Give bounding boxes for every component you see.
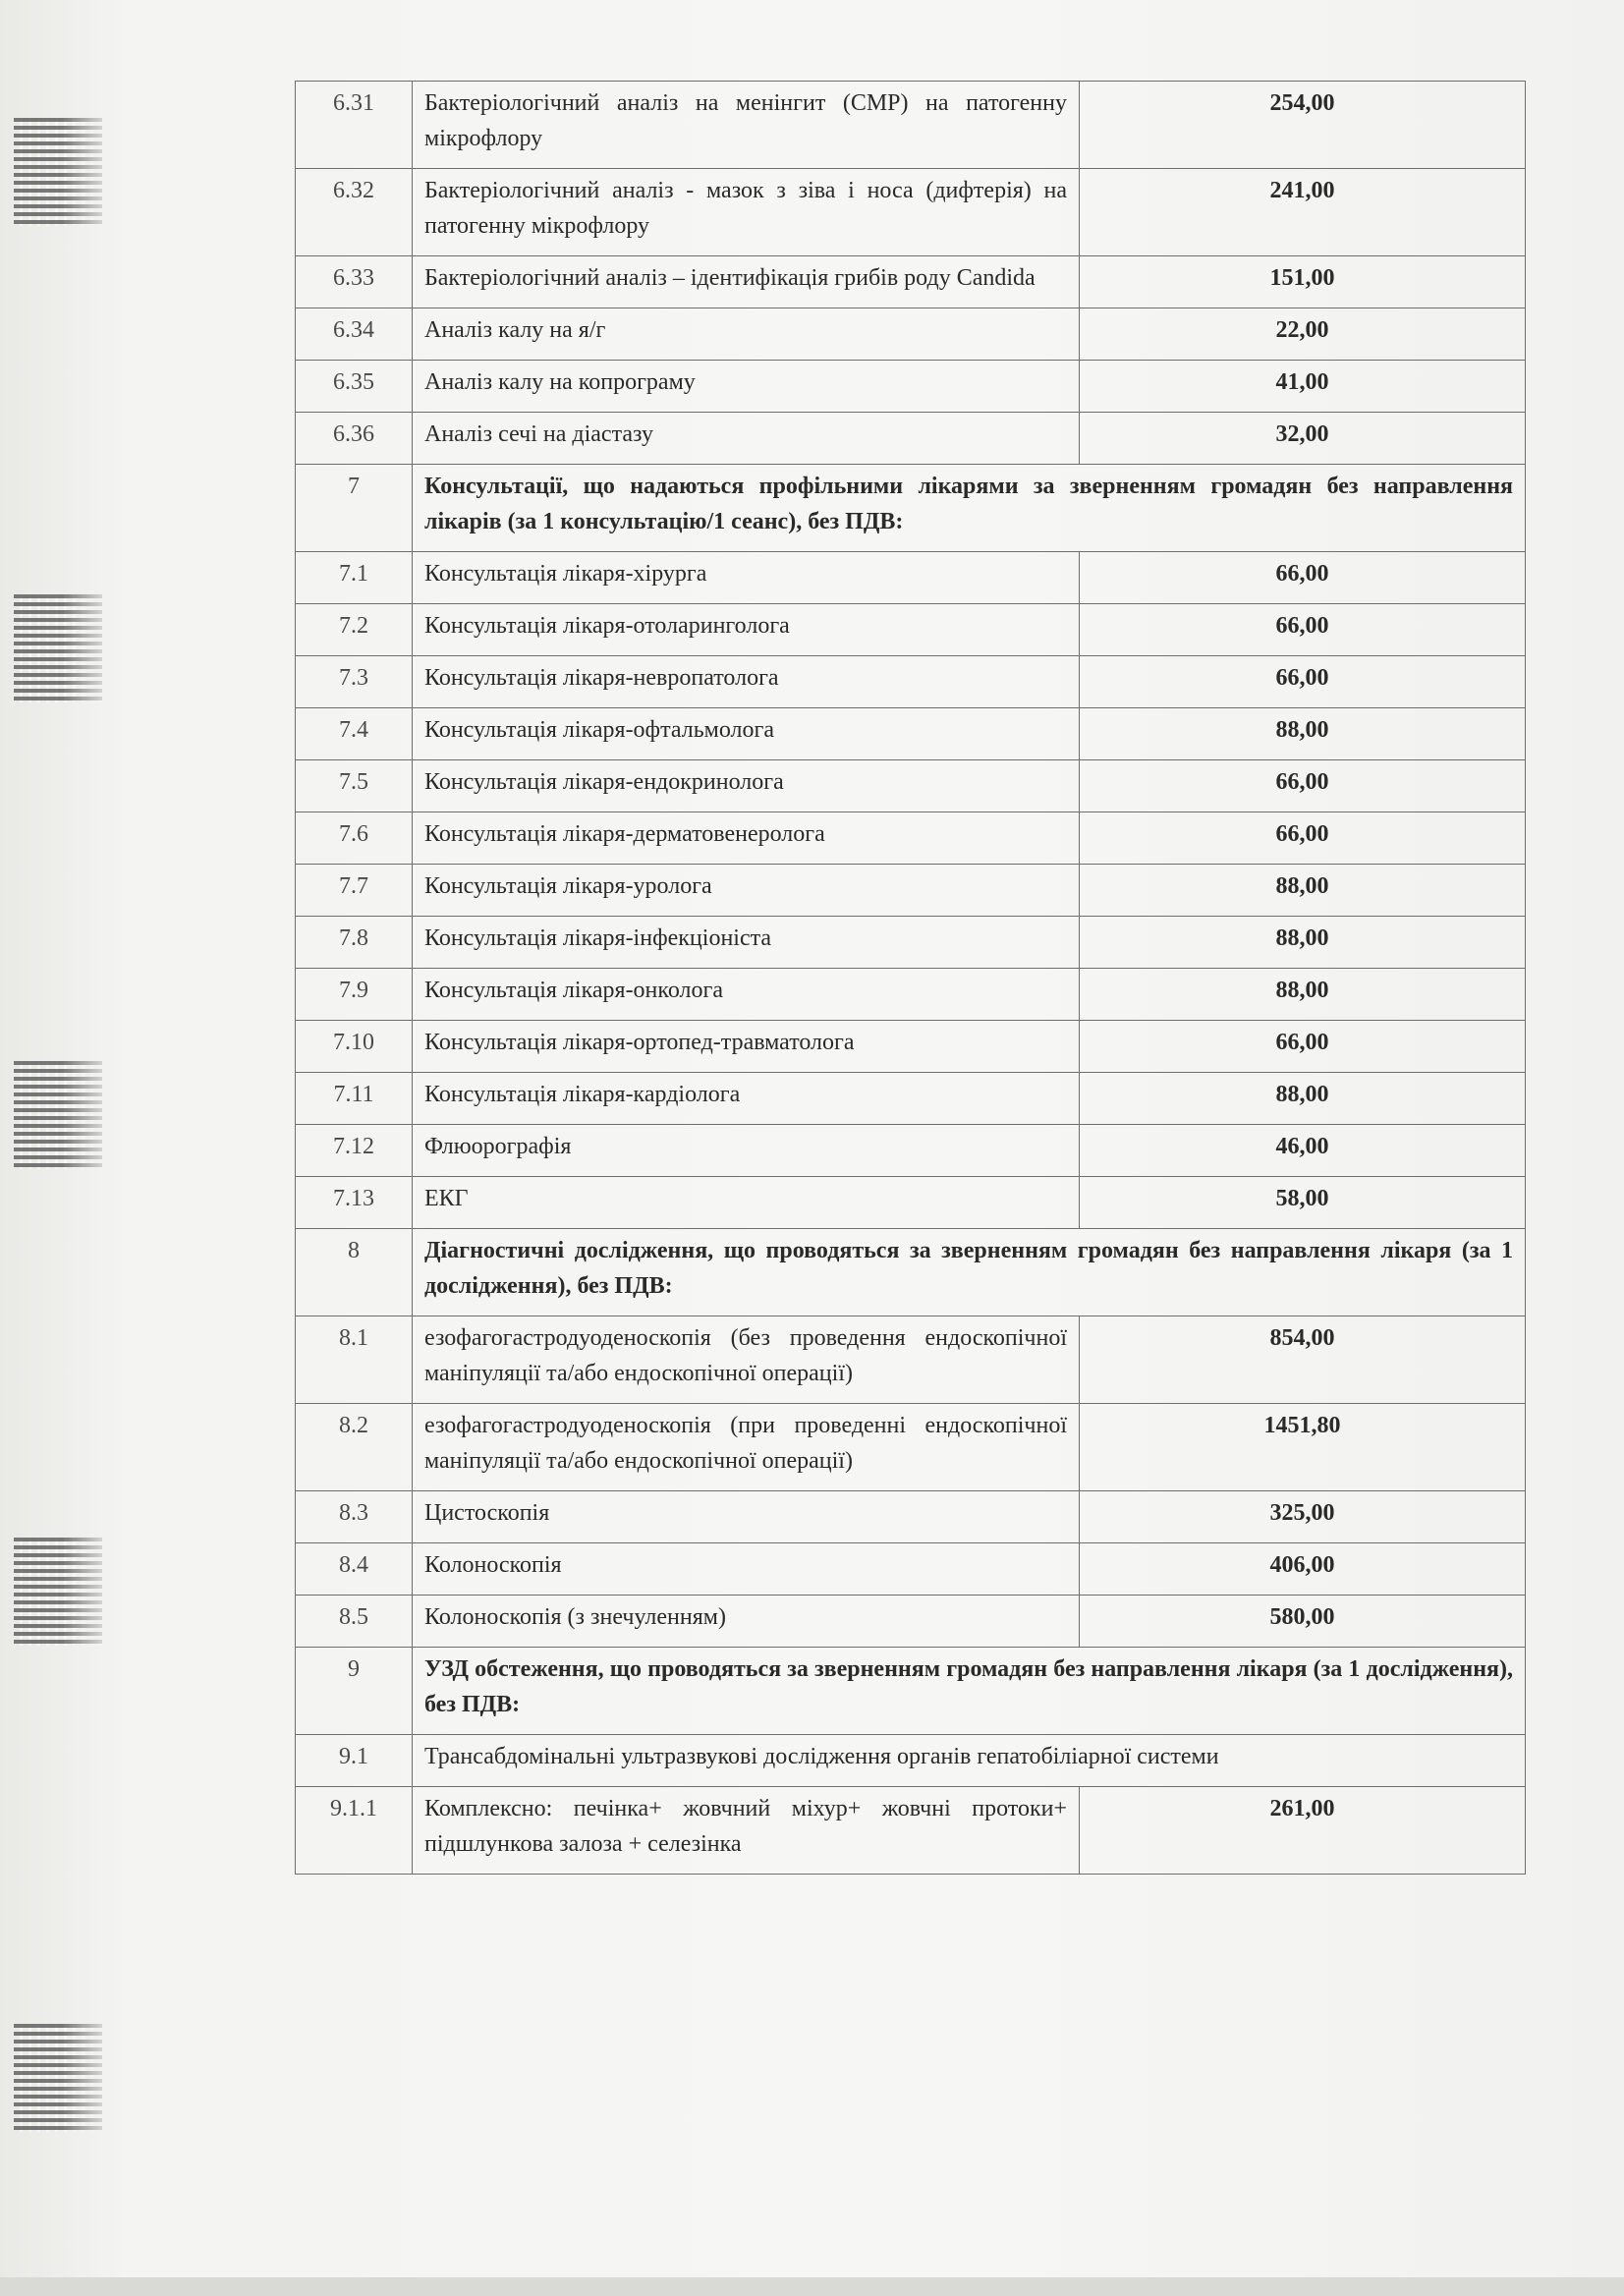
scan-artifact [14, 1538, 102, 1646]
service-price: 88,00 [1080, 969, 1526, 1021]
service-name: Консультація лікаря-уролога [413, 865, 1080, 917]
row-number: 8.1 [296, 1316, 413, 1404]
service-price: 66,00 [1080, 604, 1526, 656]
row-number: 8.2 [296, 1404, 413, 1491]
row-number: 7.4 [296, 708, 413, 760]
service-price: 1451,80 [1080, 1404, 1526, 1491]
table-row [296, 1073, 1526, 1125]
table-row [296, 1316, 1526, 1404]
row-number: 8.3 [296, 1491, 413, 1543]
row-number: 7.2 [296, 604, 413, 656]
service-name: Консультація лікаря-ортопед-травматолога [413, 1021, 1080, 1073]
section-title: Консультації, що надаються профільними лікарями за зверненням громадян без направлення лікарів (за 1 консультацію/1 сеанс), без ПДВ: [413, 465, 1526, 552]
service-name: Аналіз калу на копрограму [413, 361, 1080, 413]
table-row [296, 1404, 1526, 1491]
service-price: 261,00 [1080, 1787, 1526, 1875]
table-row [296, 1787, 1526, 1875]
price-table [295, 81, 1526, 1875]
service-price: 88,00 [1080, 917, 1526, 969]
row-number: 7.5 [296, 760, 413, 812]
section-title: УЗД обстеження, що проводяться за зверненням громадян без направлення лікаря (за 1 дослідження), без ПДВ: [413, 1648, 1526, 1735]
row-number: 9 [296, 1648, 413, 1735]
service-price: 58,00 [1080, 1177, 1526, 1229]
service-name: Консультація лікаря-ендокринолога [413, 760, 1080, 812]
service-name: Бактеріологічний аналіз – ідентифікація грибів роду Candida [413, 256, 1080, 308]
subsection-row [296, 1735, 1526, 1787]
scan-artifact [14, 118, 102, 226]
table-row [296, 1596, 1526, 1648]
row-number: 6.34 [296, 308, 413, 361]
row-number: 7.12 [296, 1125, 413, 1177]
service-price: 66,00 [1080, 656, 1526, 708]
row-number: 7.10 [296, 1021, 413, 1073]
table-row [296, 552, 1526, 604]
service-price: 22,00 [1080, 308, 1526, 361]
service-price: 66,00 [1080, 1021, 1526, 1073]
row-number: 7.1 [296, 552, 413, 604]
service-name: Консультація лікаря-інфекціоніста [413, 917, 1080, 969]
table-row [296, 413, 1526, 465]
service-name: Флюорографія [413, 1125, 1080, 1177]
service-name: Аналіз калу на я/г [413, 308, 1080, 361]
service-price: 88,00 [1080, 1073, 1526, 1125]
table-row [296, 760, 1526, 812]
service-price: 151,00 [1080, 256, 1526, 308]
table-row [296, 1543, 1526, 1596]
service-price: 41,00 [1080, 361, 1526, 413]
service-name: Аналіз сечі на діастазу [413, 413, 1080, 465]
table-row [296, 1177, 1526, 1229]
row-number: 7.6 [296, 812, 413, 865]
row-number: 7 [296, 465, 413, 552]
table-row [296, 969, 1526, 1021]
service-name: Колоноскопія [413, 1543, 1080, 1596]
row-number: 6.31 [296, 82, 413, 169]
row-number: 9.1.1 [296, 1787, 413, 1875]
table-row [296, 812, 1526, 865]
table-row [296, 169, 1526, 256]
table-row [296, 361, 1526, 413]
service-price: 66,00 [1080, 552, 1526, 604]
service-name: Цистоскопія [413, 1491, 1080, 1543]
service-name: Консультація лікаря-невропатолога [413, 656, 1080, 708]
row-number: 7.7 [296, 865, 413, 917]
service-price: 66,00 [1080, 760, 1526, 812]
service-price: 241,00 [1080, 169, 1526, 256]
service-price: 88,00 [1080, 708, 1526, 760]
service-name: Комплексно: печінка+ жовчний міхур+ жовчні протоки+ підшлункова залоза + селезінка [413, 1787, 1080, 1875]
row-number: 6.33 [296, 256, 413, 308]
service-name: ЕКГ [413, 1177, 1080, 1229]
service-name: езофагогастродуоденоскопія (без проведення ендоскопічної маніпуляції та/або ендоскопічної операції) [413, 1316, 1080, 1404]
scan-artifact [14, 594, 102, 702]
row-number: 7.9 [296, 969, 413, 1021]
section-row [296, 465, 1526, 552]
table-row [296, 308, 1526, 361]
row-number: 8.5 [296, 1596, 413, 1648]
price-table-body [296, 82, 1526, 1875]
row-number: 8 [296, 1229, 413, 1316]
service-name: езофагогастродуоденоскопія (при проведенні ендоскопічної маніпуляції та/або ендоскопічної операції) [413, 1404, 1080, 1491]
service-name: Консультація лікаря-офтальмолога [413, 708, 1080, 760]
table-row [296, 917, 1526, 969]
service-name: Консультація лікаря-хірурга [413, 552, 1080, 604]
service-name: Консультація лікаря-онколога [413, 969, 1080, 1021]
table-row [296, 1021, 1526, 1073]
service-price: 580,00 [1080, 1596, 1526, 1648]
service-name: Консультація лікаря-отоларинголога [413, 604, 1080, 656]
row-number: 7.8 [296, 917, 413, 969]
service-price: 406,00 [1080, 1543, 1526, 1596]
table-row [296, 656, 1526, 708]
table-row [296, 256, 1526, 308]
service-name: Бактеріологічний аналіз на менінгит (СМР) на патогенну мікрофлору [413, 82, 1080, 169]
row-number: 8.4 [296, 1543, 413, 1596]
table-row [296, 604, 1526, 656]
section-row [296, 1648, 1526, 1735]
service-price: 46,00 [1080, 1125, 1526, 1177]
row-number: 7.11 [296, 1073, 413, 1125]
service-price: 88,00 [1080, 865, 1526, 917]
scan-artifact [14, 2024, 102, 2132]
row-number: 7.13 [296, 1177, 413, 1229]
scan-artifact [14, 1061, 102, 1169]
service-price: 32,00 [1080, 413, 1526, 465]
page-bottom-edge [0, 2277, 1624, 2296]
service-name: Консультація лікаря-дерматовенеролога [413, 812, 1080, 865]
row-number: 6.32 [296, 169, 413, 256]
row-number: 9.1 [296, 1735, 413, 1787]
row-number: 6.36 [296, 413, 413, 465]
service-name: Консультація лікаря-кардіолога [413, 1073, 1080, 1125]
table-row [296, 1491, 1526, 1543]
section-title: Діагностичні дослідження, що проводяться за зверненням громадян без направлення лікаря (за 1 дослідження), без ПДВ: [413, 1229, 1526, 1316]
table-row [296, 82, 1526, 169]
subsection-title: Трансабдомінальні ультразвукові дослідження органів гепатобіліарної системи [413, 1735, 1526, 1787]
service-price: 254,00 [1080, 82, 1526, 169]
table-row [296, 1125, 1526, 1177]
service-name: Колоноскопія (з знечуленням) [413, 1596, 1080, 1648]
section-row [296, 1229, 1526, 1316]
row-number: 6.35 [296, 361, 413, 413]
service-price: 66,00 [1080, 812, 1526, 865]
row-number: 7.3 [296, 656, 413, 708]
table-row [296, 865, 1526, 917]
service-name: Бактеріологічний аналіз - мазок з зіва і носа (дифтерія) на патогенну мікрофлору [413, 169, 1080, 256]
service-price: 325,00 [1080, 1491, 1526, 1543]
service-price: 854,00 [1080, 1316, 1526, 1404]
table-row [296, 708, 1526, 760]
